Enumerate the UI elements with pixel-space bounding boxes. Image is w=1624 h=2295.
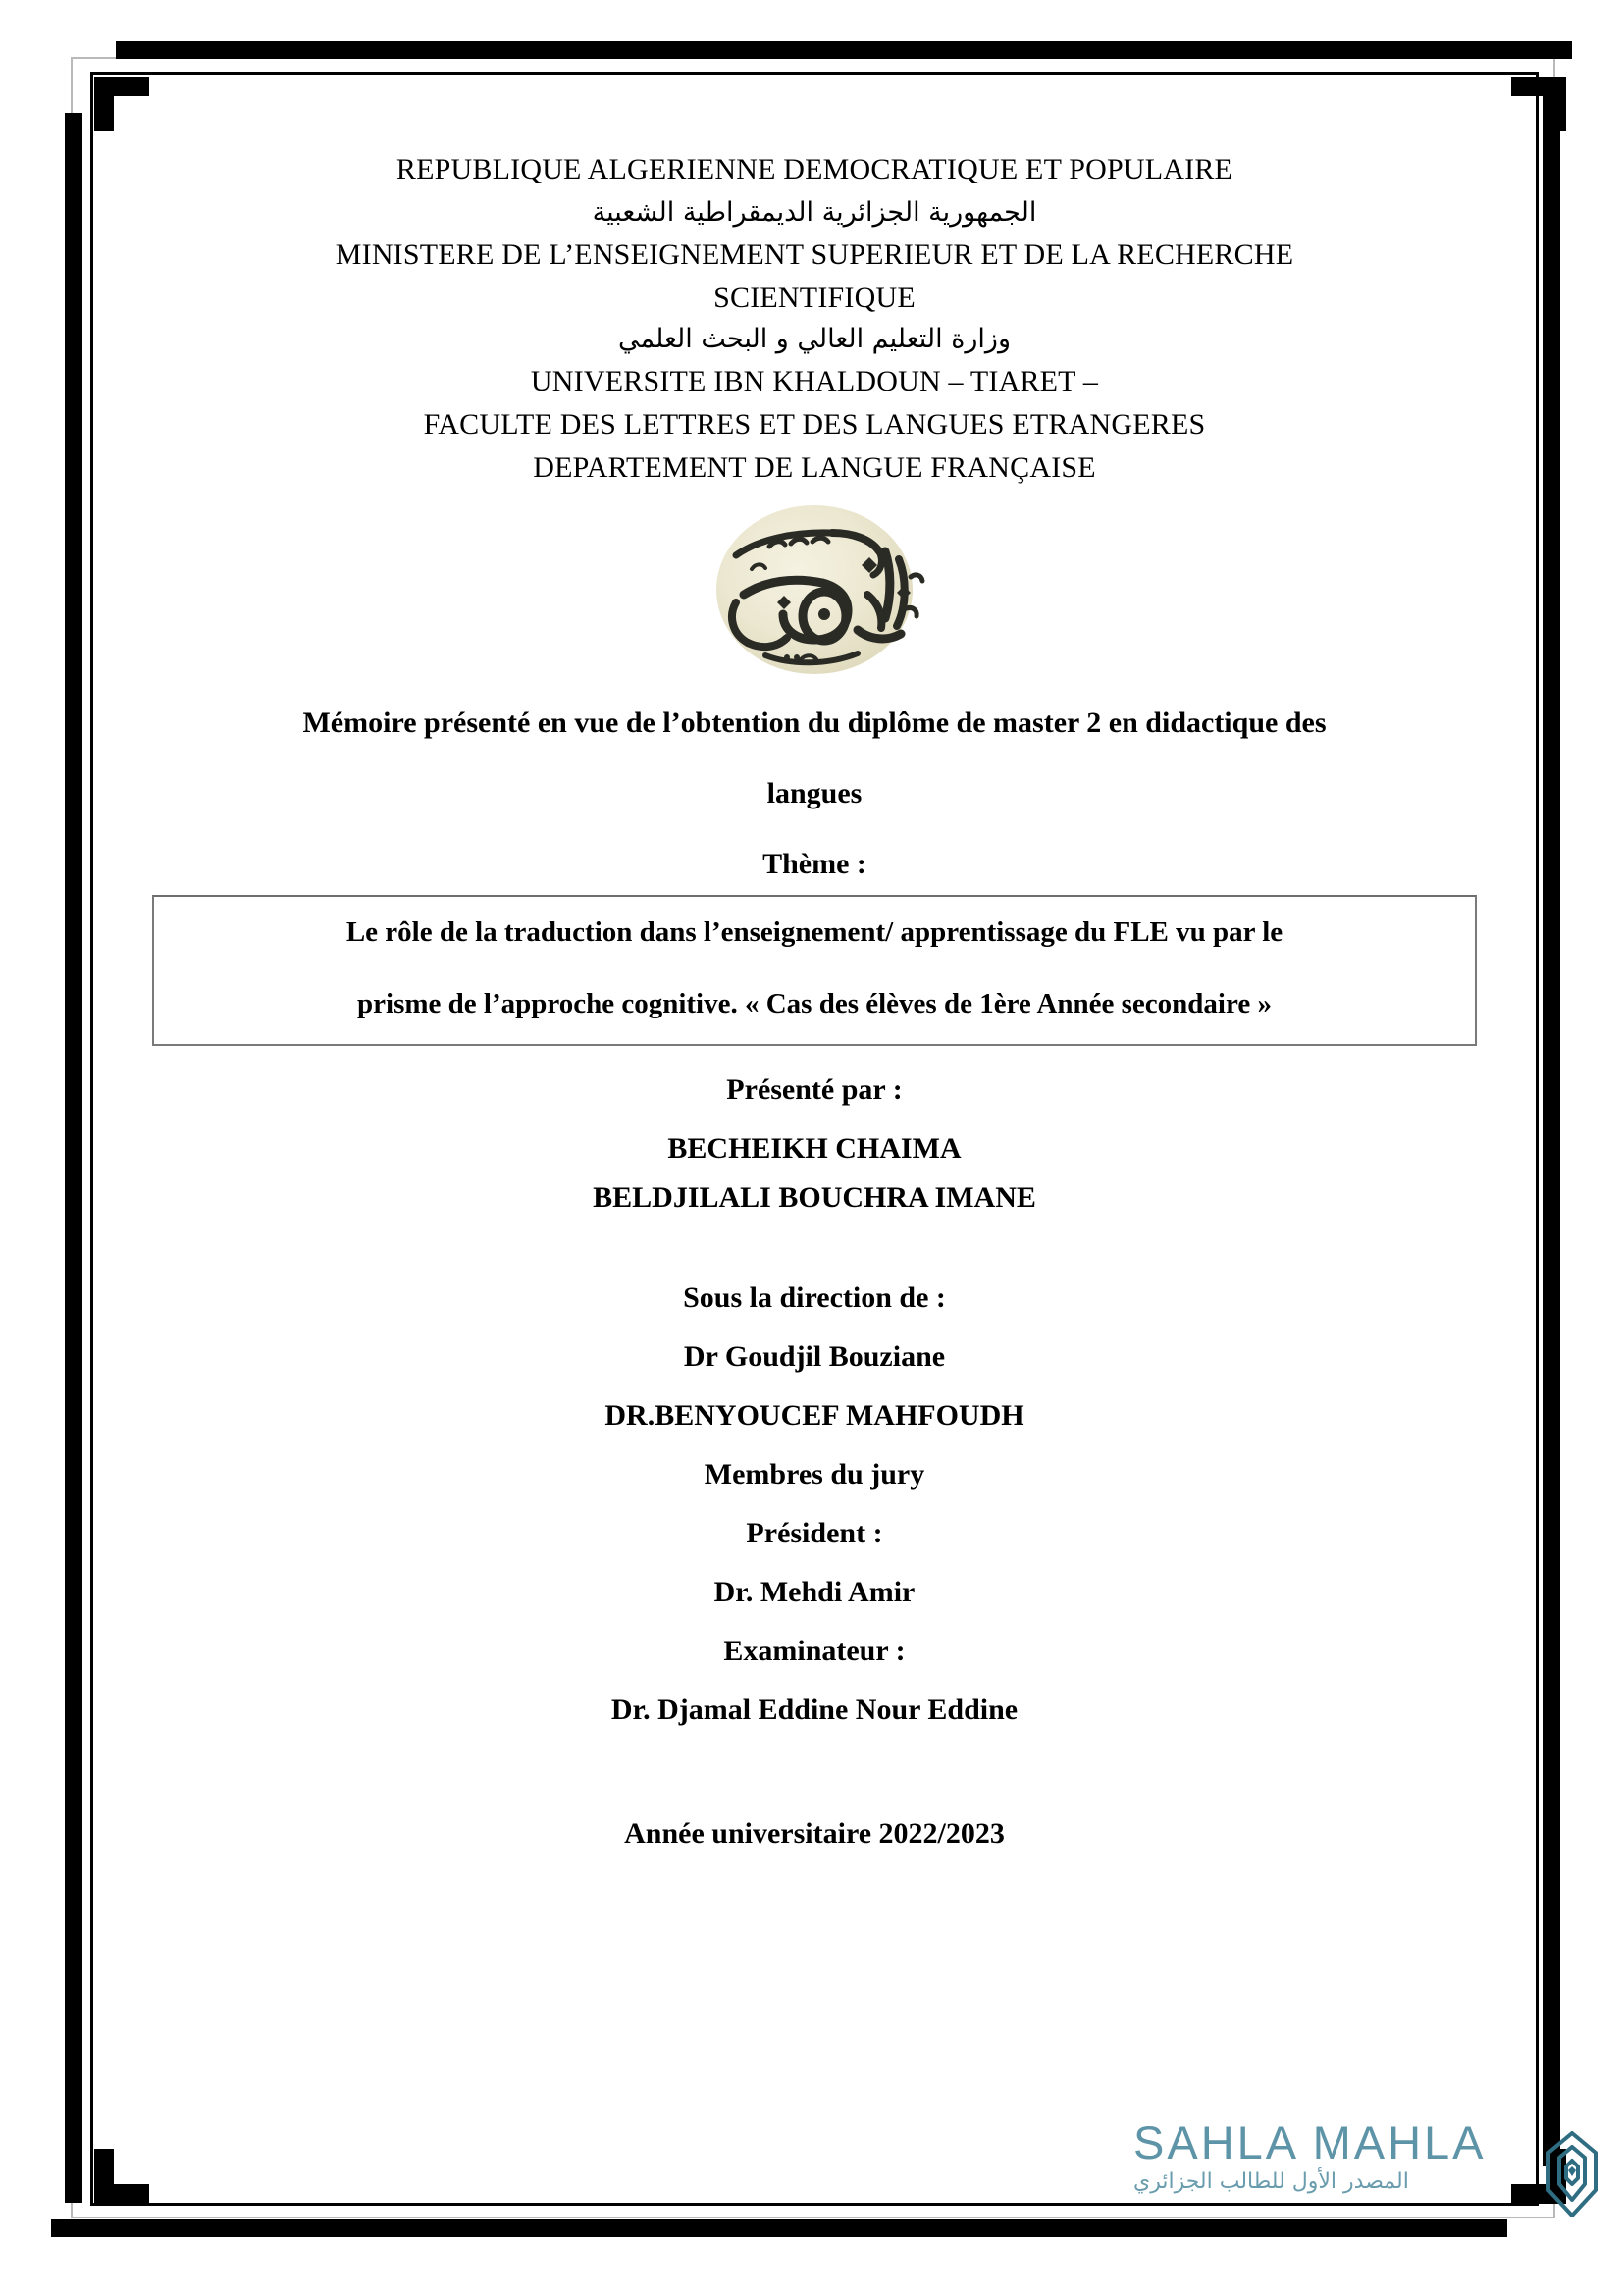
academic-year: Année universitaire 2022/2023 [624,1817,1005,1850]
department-line: DEPARTEMENT DE LANGUE FRANÇAISE [533,451,1096,484]
border-bar-left [65,113,82,2203]
university-logo-container [147,500,1482,679]
watermark-logo-icon [1534,2127,1610,2221]
ministry-line-1: MINISTERE DE L’ENSEIGNEMENT SUPERIEUR ET DE LA RECHERCHE [335,238,1294,271]
jury-label: Membres du jury [704,1458,925,1490]
thesis-title-line-2: prisme de l’approche cognitive. « Cas des élèves de 1ère Année secondaire » [357,988,1272,1019]
author-name-1: BECHEIKH CHAIMA [667,1132,962,1165]
border-corner-top-right [1546,77,1566,131]
border-bar-right [1543,77,1560,2166]
republic-line: REPUBLIQUE ALGERIENNE DEMOCRATIQUE ET POPULAIRE [395,153,1233,185]
watermark-title: SAHLA MAHLA [1133,2116,1487,2168]
jury-president-label: Président : [746,1517,883,1549]
cover-page-content [147,147,1482,1849]
border-bar-bottom [51,2219,1507,2237]
supervisor-name-1: Dr Goudjil Bouziane [683,1340,946,1373]
thesis-title-line-1: Le rôle de la traduction dans l’enseignement/ apprentissage du FLE vu par le [345,916,1283,948]
degree-line-1: Mémoire présenté en vue de l’obtention du diplôme de master 2 en didactique des [302,706,1327,739]
border-bar-top [116,41,1572,59]
jury-president-name: Dr. Mehdi Amir [713,1576,916,1608]
watermark [1133,2116,1555,2194]
watermark-subtitle: المصدر الأول للطالب الجزائري [1133,2169,1409,2194]
republic-line-arabic: الجمهورية الجزائرية الديمقراطية الشعبية [592,197,1037,228]
thesis-title-box [152,895,1477,1046]
theme-label: Thème : [762,848,866,880]
ministry-line-arabic: وزارة التعليم العالي و البحث العلمي [617,324,1011,354]
author-name-2: BELDJILALI BOUCHRA IMANE [593,1181,1036,1214]
jury-examiner-label: Examinateur : [723,1635,906,1667]
degree-line-2: langues [766,777,863,809]
border-corner-bottom-left [94,2184,149,2204]
university-seal-icon [675,500,955,679]
supervisor-name-2: DR.BENYOUCEF MAHFOUDH [604,1399,1024,1432]
authors-label: Présenté par : [726,1073,903,1106]
border-corner-bottom-left [94,2149,114,2204]
university-line: UNIVERSITE IBN KHALDOUN – TIARET – [530,365,1099,397]
border-corner-top-right [1511,77,1566,96]
border-corner-top-left [94,77,114,131]
border-corner-top-left [94,77,149,96]
ministry-line-2: SCIENTIFIQUE [713,282,916,314]
faculty-line: FACULTE DES LETTRES ET DES LANGUES ETRANGERES [423,408,1206,441]
supervision-label: Sous la direction de : [683,1281,946,1314]
jury-examiner-name: Dr. Djamal Eddine Nour Eddine [610,1694,1019,1726]
